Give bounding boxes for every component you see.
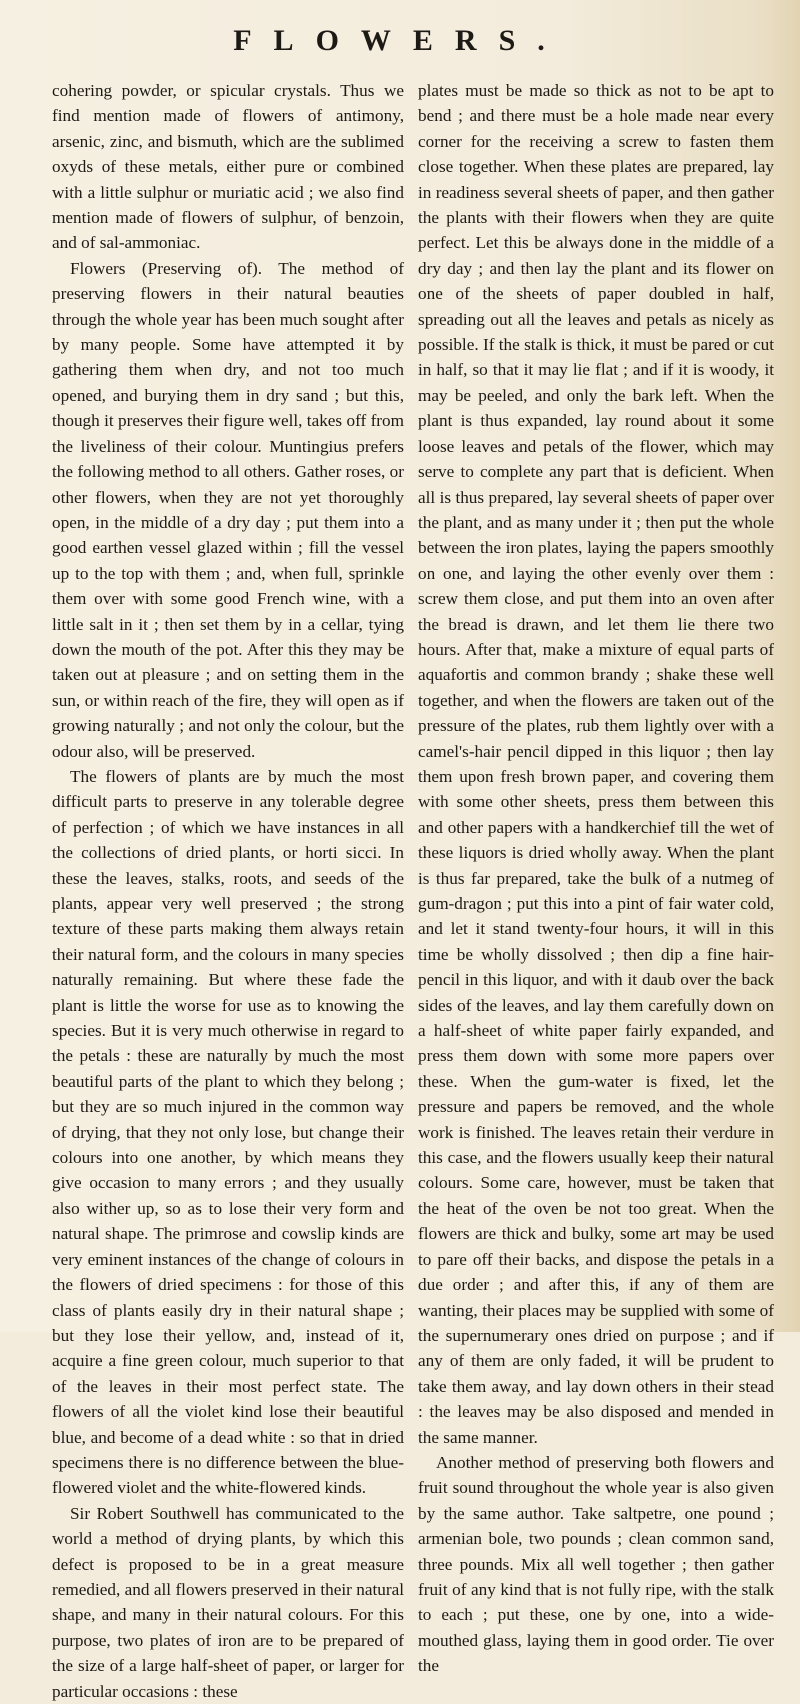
right-column bbox=[418, 78, 774, 1679]
paragraph: Flowers (Preserving of). The method of preserving flowers in their natural beauties through the whole year has been much sought after by many people. Some have attempted it by gathering them when dry, and not too much opened, and burying them in dry sand ; but this, though it preserves their figure well, takes off from the liveliness of their colour. Muntingius prefers the following method to all others. Gather roses, or other flowers, when they are not yet thoroughly open, in the middle of a dry day ; put them into a good earthen vessel glazed within ; fill the vessel up to the top with them ; and, when full, sprinkle them over with some good French wine, with a little salt in it ; then set them by in a cellar, tying down the mouth of the pot. After this they may be taken out at pleasure ; and on setting them in the sun, or within reach of the fire, they will open as if growing naturally ; and not only the colour, but the odour also, will be preserved. bbox=[52, 258, 404, 761]
running-head: FLOWERS. bbox=[233, 24, 567, 57]
paragraph: plates must be made so thick as not to be apt to bend ; and there must be a hole made near every corner for the receiving a screw to fasten them close together. When these plates are prepared, lay in readiness several sheets of paper, and then gather the plants with their flowers when they are quite perfect. Let this be always done in the middle of a dry day ; and then lay the plant and its flower on one of the sheets of paper doubled in half, spreading out all the leaves and petals as nicely as possible. If the stalk is thick, it must be pared or cut in half, so that it may lie flat ; and if it is woody, it may be peeled, and only the bark left. When the plant is thus expanded, lay round about it some loose leaves and petals of the flower, which may serve to complete any part that is deficient. When all is thus prepared, lay several sheets of paper over the plant, and as many under it ; then put the whole between the iron plates, laying the papers smoothly on one, and laying the other evenly over them : screw them close, and put them into an oven after the bread is drawn, and let them lie there two hours. After that, make a mixture of equal parts of aquafortis and common brandy ; shake these well together, and when the flowers are taken out of the pressure of the plates, rub them lightly over with a camel's-hair pencil dipped in this liquor ; then lay them upon fresh brown paper, and covering them with some other sheets, press them between this and other papers with a handkerchief till the wet of these liquors is dried wholly away. When the plant is thus far prepared, take the bulk of a nutmeg of gum-dragon ; put this into a pint of fair water cold, and let it stand twenty-four hours, it will in this time be wholly dissolved ; then dip a fine hair-pencil in this liquor, and with it daub over the back sides of the leaves, and lay them carefully down on a half-sheet of white paper fairly expanded, and press them down with some more papers over these. When the gum-water is fixed, let the pressure and papers be removed, and the whole work is finished. The leaves retain their verdure in this case, and the flowers usually keep their natural colours. Some care, however, must be taken that the heat of the oven be not too great. When the flowers are thick and bulky, some art may be used to pare off their backs, and dispose the petals in a due order ; and after this, if any of them are wanting, their places may be supplied with some of the supernumerary ones dried on purpose ; and if any of them are only faded, it will be prudent to take them away, and lay down others in their stead : the leaves may be also disposed and mended in the same manner. bbox=[418, 81, 774, 1447]
paragraph: The flowers of plants are by much the most difficult parts to preserve in any tolerable degree of perfection ; of which we have instances in all the collections of dried plants, or horti sicci. In these the leaves, stalks, roots, and seeds of the plants, appear very well preserved ; the strong texture of these parts making them always retain their natural form, and the colours in many species naturally remaining. But where these fade the plant is little the worse for use as to knowing the species. But it is very much otherwise in regard to the petals : these are naturally by much the most beautiful parts of the plant to which they belong ; but they are so much injured in the common way of drying, that they not only lose, but change their colours into one another, by which means they give occasion to many errors ; and they usually also wither up, so as to lose their very form and natural shape. The primrose and cowslip kinds are very eminent instances of the change of colours in the flowers of dried specimens : for those of this class of plants easily dry in their natural shape ; but they lose their yellow, and, instead of it, acquire a fine green colour, much superior to that of the leaves in their most perfect state. The flowers of all the violet kind lose their beautiful blue, and become of a dead white : so that in dried specimens there is no difference between the blue-flowered violet and the white-flowered kinds. bbox=[52, 766, 404, 1498]
paragraph: Sir Robert Southwell has communicated to the world a method of drying plants, by which this defect is proposed to be in a great measure remedied, and all flowers preserved in their natural shape, and many in their natural colours. For this purpose, two plates of iron are to be prepared of the size of a large half-sheet of paper, or larger for particular occasions : these bbox=[52, 1503, 404, 1701]
paragraph: cohering powder, or spicular crystals. Thus we find mention made of flowers of antimony, arsenic, zinc, and bismuth, which are the sublimed oxyds of these metals, either pure or combined with a little sulphur or muriatic acid ; we also find mention made of flowers of sulphur, of benzoin, and of sal-ammoniac. bbox=[52, 81, 404, 253]
left-column bbox=[52, 78, 404, 1704]
paragraph: Another method of preserving both flowers and fruit sound throughout the whole year is also given by the same author. Take saltpetre, one pound ; armenian bole, two pounds ; clean common sand, three pounds. Mix all well together ; then gather fruit of any kind that is not fully ripe, with the stalk to each ; put these, one by one, into a wide-mouthed glass, laying them in good order. Tie over the bbox=[418, 1452, 774, 1676]
